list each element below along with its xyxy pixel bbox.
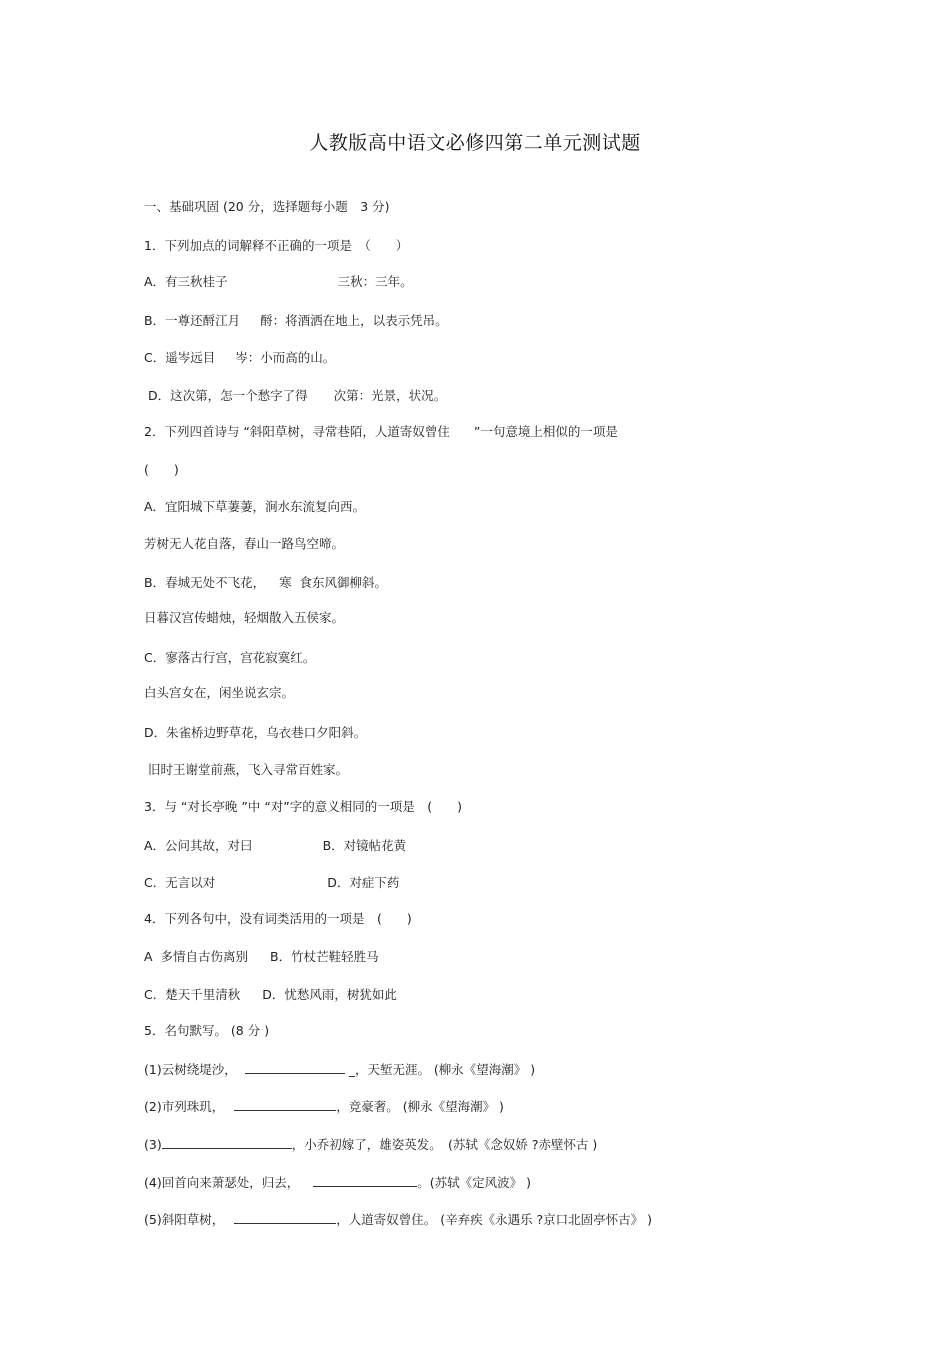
q5-item-4 [144,1174,531,1191]
q2-option-a-line2: 芳树无人花自落，春山一路鸟空啼。 [144,536,345,551]
q1-option-a-text: A．有三秋桂子 [144,274,228,289]
q5-item-4-suffix: 。(苏轼《定风波》 ) [417,1175,531,1190]
q5-item-3-prefix: (3) [144,1137,162,1152]
q5-item-3-blank[interactable] [162,1136,292,1149]
q3-option-a: A．公问其故，对曰 [144,838,253,853]
q3-options-row-1 [144,838,406,854]
q2-stem [144,424,618,440]
q1-stem: 1．下列加点的词解释不正确的一项是 （ ） [144,238,409,253]
q5-item-1-prefix: (1)云树绕堤沙， [144,1062,237,1077]
q1-option-c [144,350,335,366]
q4-options-row-1 [144,949,379,965]
q2-stem-part-2: ”一句意境上相似的一项是 [473,424,618,439]
q4-option-c: C．楚天千里清秋 [144,987,241,1002]
q5-item-5-blank[interactable] [234,1211,336,1224]
section-heading: 一、基础巩固 (20 分，选择题每小题 3 分) [144,199,390,214]
q2-stem-part-1: 2．下列四首诗与 “斜阳草树，寻常巷陌，人道寄奴曾住 [144,424,450,439]
q5-item-2 [144,1098,504,1115]
q3-option-c: C．无言以对 [144,875,216,890]
q1-option-d-text: D．这次第，怎一个愁字了得 [148,388,308,403]
q2-option-c-line2: 白头宫女在，闲坐说玄宗。 [144,685,295,700]
q4-option-b: B．竹杖芒鞋轻胜马 [270,949,379,964]
q5-item-1-blank[interactable] [245,1061,345,1074]
q4-option-d: D．忧愁风雨，树犹如此 [262,987,397,1002]
q3-option-b: B．对镜帖花黄 [322,838,407,853]
q2-option-b-part-1: B．春城无处不飞花， [144,575,266,590]
q3-option-d: D．对症下药 [327,875,400,890]
q5-item-2-prefix: (2)市列珠玑， [144,1099,225,1114]
q1-option-a-note: 三秋：三年。 [337,274,413,289]
q5-item-1 [144,1061,535,1078]
page-title: 人教版高中语文必修四第二单元测试题 [309,132,641,154]
q2-answer-paren: ( ) [144,462,179,477]
q5-item-3 [144,1136,597,1153]
q5-item-4-blank[interactable] [313,1174,417,1187]
q3-options-row-2 [144,875,399,891]
q4-stem: 4．下列各句中，没有词类活用的一项是 ( ) [144,911,412,926]
q5-stem: 5．名句默写。 (8 分 ) [144,1023,270,1038]
q1-option-c-note: 岑：小而高的山。 [235,350,336,365]
q2-option-a-line1: A．宜阳城下草萋萋，涧水东流复向西。 [144,499,366,514]
q5-item-1-suffix: _，天堑无涯。 (柳永《望海潮》 ) [344,1062,536,1077]
q1-option-c-text: C．遥岑远目 [144,350,216,365]
q5-item-5-suffix: ，人道寄奴曾住。 (辛弃疾《永遇乐 ?京口北固亭怀古》 ) [336,1212,653,1227]
q1-option-b-note: 酹：将酒洒在地上，以表示凭吊。 [260,313,448,328]
q5-item-4-prefix: (4)回首向来萧瑟处，归去， [144,1175,300,1190]
q4-option-a: A 多情自古伤离别 [144,949,248,964]
q5-item-2-blank[interactable] [234,1098,336,1111]
q2-option-d-line1: D．朱雀桥边野草花，乌衣巷口夕阳斜。 [144,725,367,740]
q1-option-d [148,388,446,404]
q1-option-b [144,313,448,329]
q5-item-3-suffix: ，小乔初嫁了，雄姿英发。 (苏轼《念奴娇 ?赤壁怀古 ) [291,1137,598,1152]
q2-option-d-line2: 旧时王谢堂前燕，飞入寻常百姓家。 [148,762,349,777]
q3-stem: 3．与 “对长亭晚 ”中 “对”字的意义相同的一项是 ( ) [144,799,463,814]
q5-item-2-suffix: ，竞豪奢。 (柳永《望海潮》 ) [336,1099,504,1114]
q2-option-b-line1 [144,575,387,591]
q1-option-a [144,274,413,290]
q2-option-b-part-2: 寒 食东风御柳斜。 [279,575,388,590]
q5-item-5 [144,1211,652,1228]
q1-option-d-note: 次第：光景，状况。 [333,388,447,403]
q4-options-row-2 [144,987,397,1003]
q1-option-b-text: B．一尊还酹江月 [144,313,241,328]
q2-option-c-line1: C．寥落古行宫，宫花寂寞红。 [144,650,316,665]
q2-option-b-line2: 日暮汉宫传蜡烛，轻烟散入五侯家。 [144,610,345,625]
q5-item-5-prefix: (5)斜阳草树， [144,1212,225,1227]
